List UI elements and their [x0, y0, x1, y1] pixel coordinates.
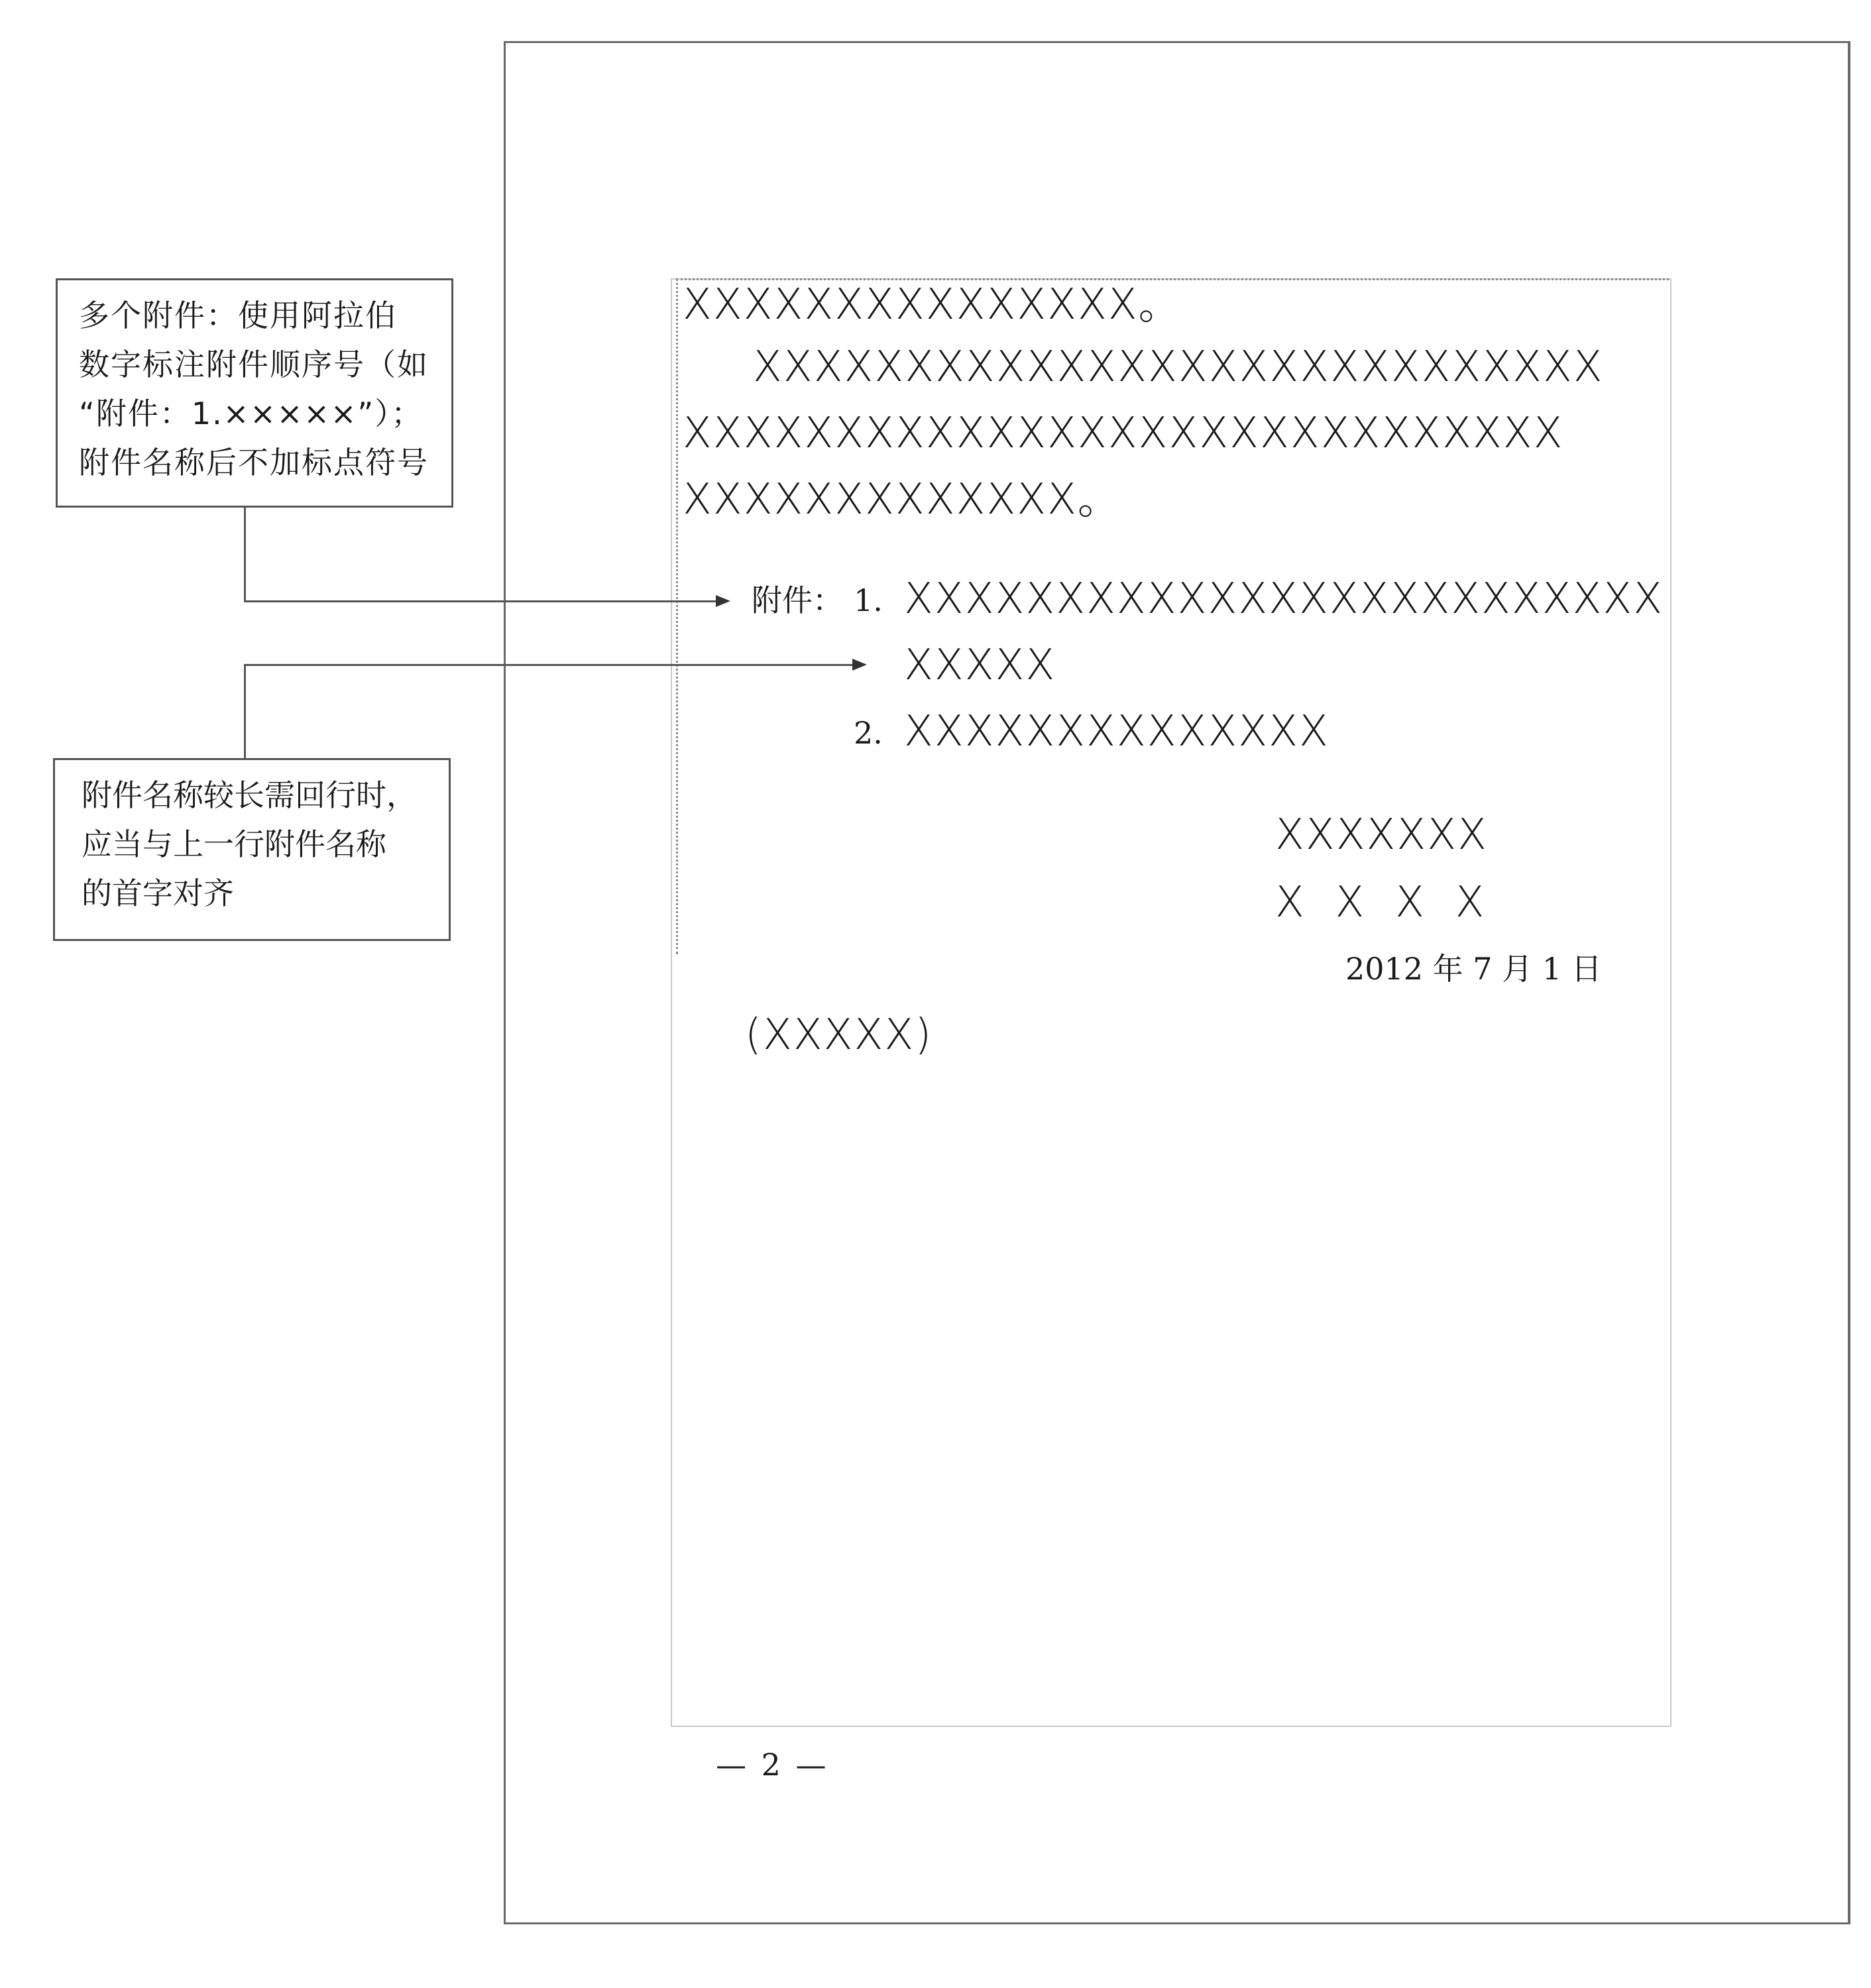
issuer-seal-placeholder: X X X X — [1275, 878, 1486, 927]
annotation-line: 多个附件：使用阿拉伯 — [79, 298, 397, 333]
annotation-multiple-attachments — [56, 278, 453, 508]
annotation-line: 附件名称较长需回行时， — [82, 777, 417, 813]
attachment-name: XXXXXXXXXXXXXXXXXXXXXXXXX — [904, 575, 1664, 624]
attachment-number: 2. — [854, 715, 883, 751]
connector-line-vertical — [244, 508, 246, 602]
issue-date: 2012 年 7 月 1 日 — [1345, 951, 1602, 987]
annotation-line: “附件：1.×××××”）； — [79, 396, 424, 431]
annotation-line: 的首字对齐 — [82, 875, 234, 911]
attachment-name-continuation: XXXXX — [904, 641, 1056, 690]
annotation-long-attachment-name — [53, 758, 451, 941]
annotation-line: 数字标注附件顺序号（如 — [79, 347, 429, 382]
body-line: XXXXXXXXXXXXXXX。 — [683, 280, 1182, 329]
connector-line-horizontal — [244, 600, 716, 602]
attachment-number: 1. — [854, 582, 883, 618]
text-area-left-border — [676, 278, 678, 954]
attachment-name: XXXXXXXXXXXXXX — [904, 707, 1330, 756]
annotation-line: 附件名称后不加标点符号 — [79, 445, 429, 480]
document-body — [679, 265, 1670, 1127]
issuer-name: XXXXXXX — [1275, 810, 1488, 859]
body-line: XXXXXXXXXXXXX。 — [683, 475, 1121, 524]
body-line: XXXXXXXXXXXXXXXXXXXXXXXXXXXX — [753, 343, 1604, 392]
page-number: — 2 — — [716, 1747, 829, 1783]
body-line: XXXXXXXXXXXXXXXXXXXXXXXXXXXXX — [683, 409, 1564, 458]
connector-line-vertical — [244, 664, 246, 758]
parenthetical-note: (XXXXX) — [745, 1011, 933, 1060]
annotation-line: 应当与上一行附件名称 — [82, 826, 386, 862]
attachments-label: 附件： — [752, 582, 843, 618]
